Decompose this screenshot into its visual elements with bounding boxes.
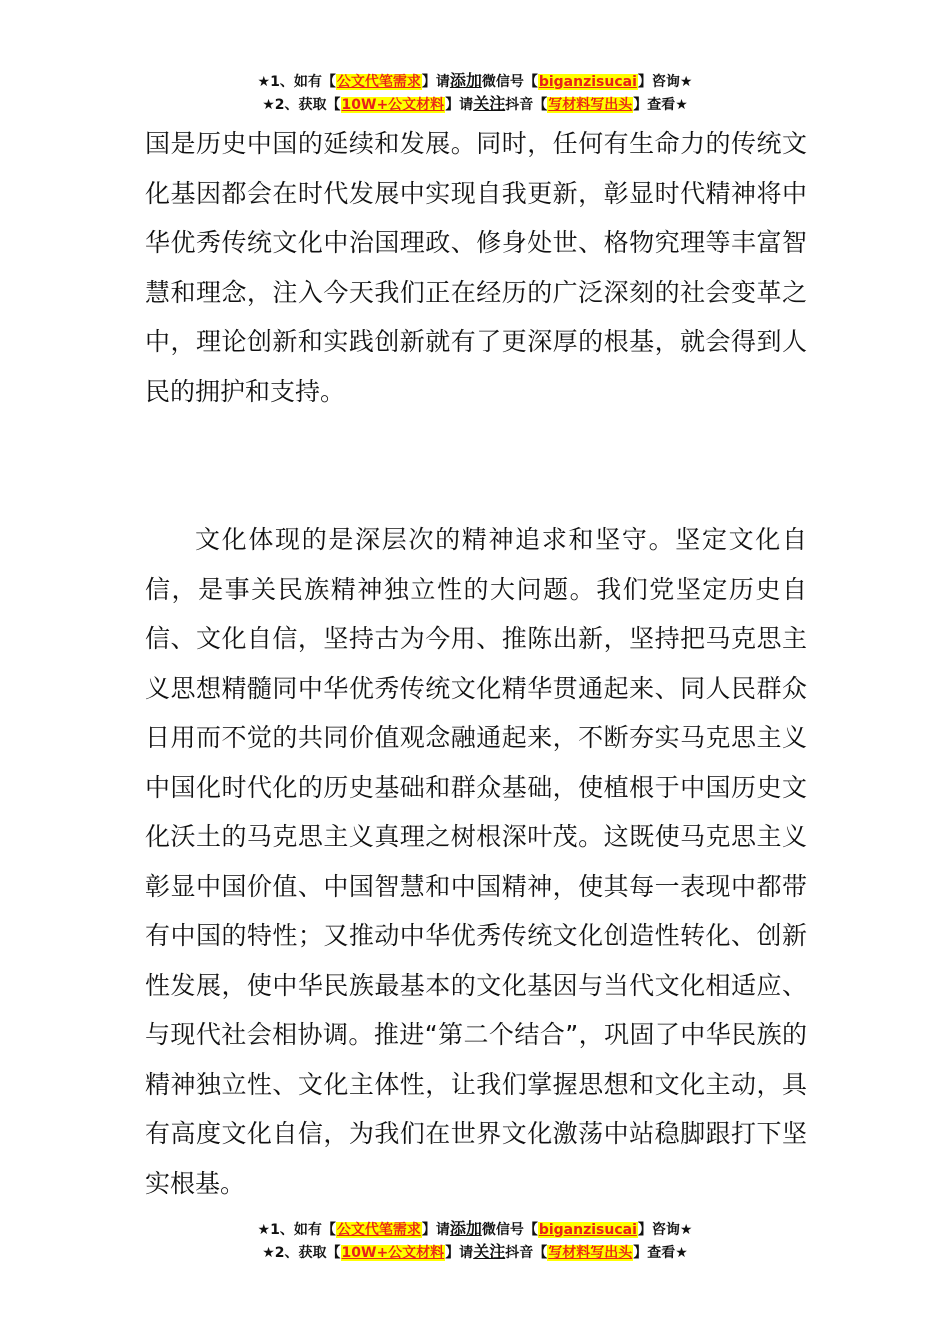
promo-highlight-wechat-id: biganzisucai [538,1222,637,1238]
paragraph-gap [145,416,807,515]
promo-line-2: ★2、获取【10W+公文材料】请关注抖音【写材料写出头】查看★ [262,94,688,113]
promo-highlight-wechat-id: biganzisucai [538,74,637,90]
promo-highlight-douyin: 写材料写出头 [548,1245,633,1261]
promo-line-1: ★1、如有【公文代笔需求】请添加微信号【biganzisucai】咨询★ [257,1219,693,1238]
document-body [145,119,807,1208]
header-promo-banner [0,70,950,116]
footer-promo-banner [0,1218,950,1264]
promo-highlight-materials: 10W+公文材料 [341,1245,445,1261]
promo-highlight-service: 公文代笔需求 [336,74,421,90]
paragraph-1: 国是历史中国的延续和发展。同时，任何有生命力的传统文化基因都会在时代发展中实现自我更新，彰显时代精神将中华优秀传统文化中治国理政、修身处世、格物究理等丰富智慧和理念，注入今天我们正在经历的广泛深刻的社会变革之中，理论创新和实践创新就有了更深厚的根基，就会得到人民的拥护和支持。 [145,129,807,406]
paragraph-2: 文化体现的是深层次的精神追求和坚守。坚定文化自信，是事关民族精神独立性的大问题。我们党坚定历史自信、文化自信，坚持古为今用、推陈出新，坚持把马克思主义思想精髓同中华优秀传统文化精华贯通起来、同人民群众日用而不觉的共同价值观念融通起来，不断夯实马克思主义中国化时代化的历史基础和群众基础，使植根于中国历史文化沃土的马克思主义真理之树根深叶茂。这既使马克思主义彰显中国价值、中国智慧和中国精神，使其每一表现中都带有中国的特性；又推动中华优秀传统文化创造性转化、创新性发展，使中华民族最基本的文化基因与当代文化相适应、与现代社会相协调。推进“第二个结合”，巩固了中华民族的精神独立性、文化主体性，让我们掌握思想和文化主动，具有高度文化自信，为我们在世界文化激荡中站稳脚跟打下坚实根基。 [145,525,807,1198]
promo-highlight-service: 公文代笔需求 [336,1222,421,1238]
promo-highlight-materials: 10W+公文材料 [341,97,445,113]
promo-line-2: ★2、获取【10W+公文材料】请关注抖音【写材料写出头】查看★ [262,1242,688,1261]
promo-line-1: ★1、如有【公文代笔需求】请添加微信号【biganzisucai】咨询★ [257,71,693,90]
promo-highlight-douyin: 写材料写出头 [548,97,633,113]
